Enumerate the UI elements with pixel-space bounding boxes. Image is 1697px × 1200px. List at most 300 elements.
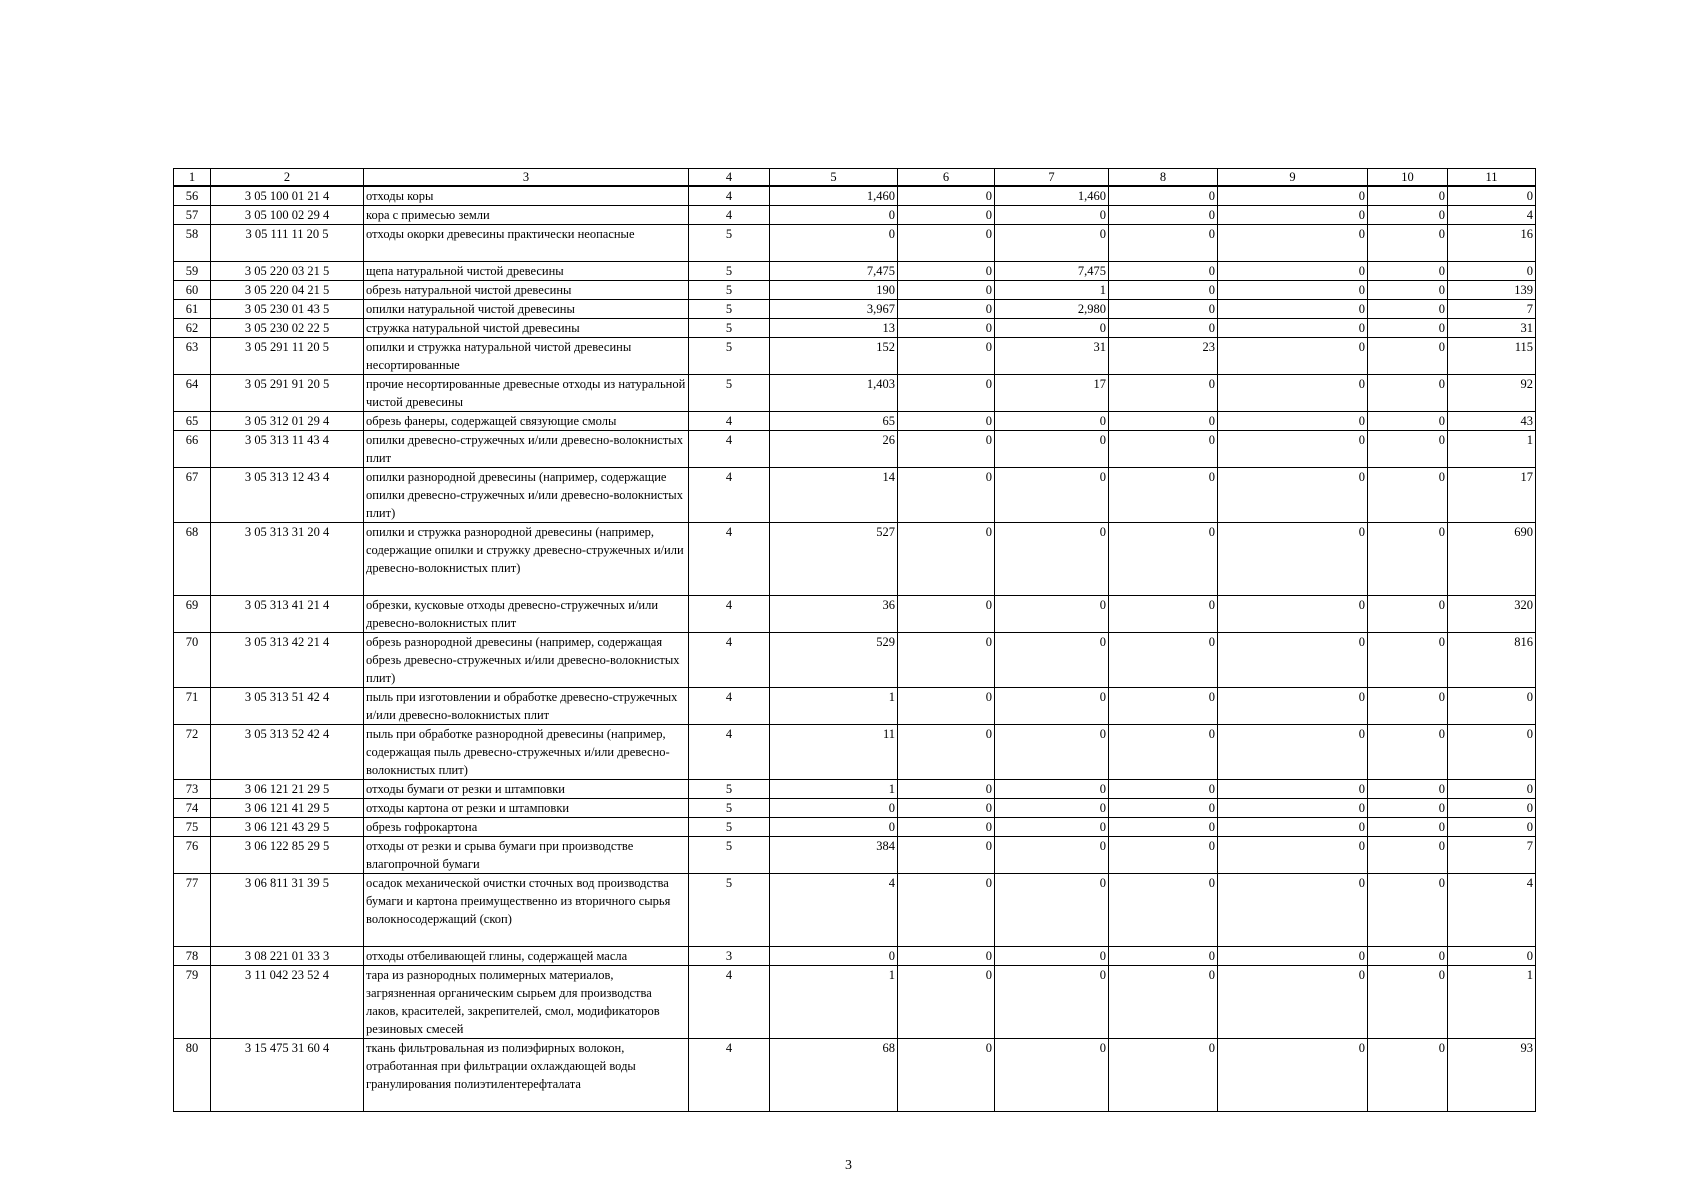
value-cell: 0 [1218,523,1368,596]
column-header: 3 [364,169,689,187]
value-cell: 43 [1448,412,1536,431]
column-header: 8 [1109,169,1218,187]
table-row [174,725,1536,780]
value-cell: 384 [770,837,898,874]
waste-code-cell: 3 05 313 51 42 4 [211,688,364,725]
value-cell: 0 [1109,206,1218,225]
hazard-class-cell: 5 [689,300,770,319]
value-cell: 0 [1109,319,1218,338]
value-cell: 0 [1368,799,1448,818]
value-cell: 0 [1109,874,1218,947]
waste-name-cell: опилки и стружка разнородной древесины (например, содержащие опилки и стружку древесно-стружечных и/или древесно-волокнистых плит) [364,523,689,596]
hazard-class-cell: 4 [689,966,770,1039]
hazard-class-cell: 5 [689,262,770,281]
value-cell: 31 [995,338,1109,375]
waste-code-cell: 3 15 475 31 60 4 [211,1039,364,1112]
waste-name-cell: осадок механической очистки сточных вод производства бумаги и картона преимущественно из вторичного сырья волокносодержащий (скоп) [364,874,689,947]
value-cell: 0 [898,688,995,725]
value-cell: 152 [770,338,898,375]
value-cell: 0 [898,874,995,947]
value-cell: 0 [1109,966,1218,1039]
table-row [174,1039,1536,1112]
value-cell: 1 [995,281,1109,300]
value-cell: 0 [995,799,1109,818]
waste-code-cell: 3 05 100 02 29 4 [211,206,364,225]
table-header-row [174,169,1536,187]
table-row [174,688,1536,725]
row-number-cell: 75 [174,818,211,837]
hazard-class-cell: 4 [689,523,770,596]
hazard-class-cell: 5 [689,225,770,262]
value-cell: 0 [1109,468,1218,523]
value-cell: 17 [995,375,1109,412]
value-cell: 0 [898,837,995,874]
value-cell: 0 [1448,725,1536,780]
table-row [174,596,1536,633]
value-cell: 3,967 [770,300,898,319]
value-cell: 0 [1109,1039,1218,1112]
value-cell: 0 [1368,468,1448,523]
value-cell: 0 [898,966,995,1039]
value-cell: 0 [898,799,995,818]
hazard-class-cell: 5 [689,780,770,799]
value-cell: 0 [1109,818,1218,837]
value-cell: 0 [1109,837,1218,874]
hazard-class-cell: 4 [689,688,770,725]
waste-name-cell: опилки натуральной чистой древесины [364,300,689,319]
value-cell: 816 [1448,633,1536,688]
hazard-class-cell: 4 [689,431,770,468]
value-cell: 0 [1368,725,1448,780]
value-cell: 0 [1368,523,1448,596]
waste-name-cell: обрезки, кусковые отходы древесно-стружечных и/или древесно-волокнистых плит [364,596,689,633]
waste-code-cell: 3 05 291 11 20 5 [211,338,364,375]
value-cell: 0 [1368,596,1448,633]
value-cell: 0 [1109,596,1218,633]
value-cell: 31 [1448,319,1536,338]
table-row [174,300,1536,319]
value-cell: 0 [1218,780,1368,799]
value-cell: 0 [898,412,995,431]
value-cell: 190 [770,281,898,300]
value-cell: 0 [1109,262,1218,281]
value-cell: 0 [995,725,1109,780]
row-number-cell: 66 [174,431,211,468]
waste-code-cell: 3 05 291 91 20 5 [211,375,364,412]
value-cell: 1 [770,780,898,799]
hazard-class-cell: 5 [689,799,770,818]
value-cell: 0 [1368,780,1448,799]
row-number-cell: 69 [174,596,211,633]
table-row [174,874,1536,947]
value-cell: 0 [995,596,1109,633]
value-cell: 0 [995,837,1109,874]
value-cell: 0 [1109,186,1218,206]
waste-name-cell: прочие несортированные древесные отходы из натуральной чистой древесины [364,375,689,412]
value-cell: 0 [770,818,898,837]
value-cell: 0 [1218,468,1368,523]
value-cell: 0 [1368,375,1448,412]
value-cell: 0 [898,431,995,468]
value-cell: 0 [770,206,898,225]
hazard-class-cell: 4 [689,468,770,523]
waste-name-cell: обрезь гофрокартона [364,818,689,837]
row-number-cell: 61 [174,300,211,319]
value-cell: 0 [1368,186,1448,206]
waste-code-cell: 3 06 122 85 29 5 [211,837,364,874]
value-cell: 0 [898,818,995,837]
column-header: 10 [1368,169,1448,187]
waste-code-cell: 3 06 121 41 29 5 [211,799,364,818]
waste-name-cell: стружка натуральной чистой древесины [364,319,689,338]
waste-code-cell: 3 05 230 01 43 5 [211,300,364,319]
value-cell: 0 [995,966,1109,1039]
hazard-class-cell: 5 [689,837,770,874]
waste-code-cell: 3 05 313 41 21 4 [211,596,364,633]
row-number-cell: 70 [174,633,211,688]
value-cell: 7,475 [995,262,1109,281]
value-cell: 68 [770,1039,898,1112]
waste-code-cell: 3 05 312 01 29 4 [211,412,364,431]
row-number-cell: 56 [174,186,211,206]
value-cell: 1 [770,966,898,1039]
value-cell: 0 [898,633,995,688]
value-cell: 0 [898,596,995,633]
row-number-cell: 80 [174,1039,211,1112]
value-cell: 0 [1218,412,1368,431]
table-row [174,947,1536,966]
row-number-cell: 72 [174,725,211,780]
table-row [174,523,1536,596]
value-cell: 0 [1448,186,1536,206]
waste-name-cell: обрезь фанеры, содержащей связующие смолы [364,412,689,431]
value-cell: 0 [1218,596,1368,633]
value-cell: 0 [1218,799,1368,818]
value-cell: 0 [1109,412,1218,431]
value-cell: 0 [898,780,995,799]
waste-name-cell: отходы окорки древесины практически неопасные [364,225,689,262]
value-cell: 0 [995,633,1109,688]
waste-code-cell: 3 06 121 21 29 5 [211,780,364,799]
value-cell: 529 [770,633,898,688]
row-number-cell: 68 [174,523,211,596]
value-cell: 0 [1218,633,1368,688]
value-cell: 1,460 [770,186,898,206]
waste-code-cell: 3 05 313 42 21 4 [211,633,364,688]
value-cell: 0 [898,262,995,281]
value-cell: 0 [1448,799,1536,818]
value-cell: 0 [995,688,1109,725]
value-cell: 0 [898,468,995,523]
value-cell: 0 [770,225,898,262]
value-cell: 0 [1109,281,1218,300]
value-cell: 0 [1109,799,1218,818]
value-cell: 0 [898,206,995,225]
value-cell: 0 [1218,947,1368,966]
value-cell: 0 [1218,319,1368,338]
waste-name-cell: опилки и стружка натуральной чистой древесины несортированные [364,338,689,375]
row-number-cell: 59 [174,262,211,281]
table-row [174,319,1536,338]
value-cell: 0 [1368,966,1448,1039]
value-cell: 1,460 [995,186,1109,206]
value-cell: 2,980 [995,300,1109,319]
row-number-cell: 78 [174,947,211,966]
column-header: 11 [1448,169,1536,187]
waste-name-cell: отходы картона от резки и штамповки [364,799,689,818]
value-cell: 0 [1218,375,1368,412]
value-cell: 92 [1448,375,1536,412]
waste-code-cell: 3 05 220 04 21 5 [211,281,364,300]
value-cell: 0 [898,375,995,412]
waste-name-cell: пыль при изготовлении и обработке древесно-стружечных и/или древесно-волокнистых плит [364,688,689,725]
value-cell: 0 [995,780,1109,799]
hazard-class-cell: 5 [689,281,770,300]
value-cell: 13 [770,319,898,338]
value-cell: 36 [770,596,898,633]
row-number-cell: 73 [174,780,211,799]
value-cell: 1 [1448,431,1536,468]
value-cell: 0 [1368,633,1448,688]
table-row [174,206,1536,225]
value-cell: 0 [1218,431,1368,468]
value-cell: 0 [995,818,1109,837]
value-cell: 0 [1448,947,1536,966]
value-cell: 11 [770,725,898,780]
value-cell: 0 [898,947,995,966]
waste-code-cell: 3 05 230 02 22 5 [211,319,364,338]
value-cell: 0 [1448,780,1536,799]
table-row [174,799,1536,818]
value-cell: 0 [995,319,1109,338]
value-cell: 0 [1218,966,1368,1039]
column-header: 9 [1218,169,1368,187]
hazard-class-cell: 4 [689,186,770,206]
waste-code-cell: 3 05 220 03 21 5 [211,262,364,281]
value-cell: 0 [1368,281,1448,300]
value-cell: 0 [1368,947,1448,966]
value-cell: 7 [1448,300,1536,319]
column-header: 5 [770,169,898,187]
value-cell: 0 [995,431,1109,468]
table-row [174,818,1536,837]
value-cell: 0 [1368,206,1448,225]
value-cell: 1,403 [770,375,898,412]
value-cell: 0 [1218,725,1368,780]
value-cell: 0 [1218,874,1368,947]
waste-name-cell: кора с примесью земли [364,206,689,225]
value-cell: 0 [1218,262,1368,281]
waste-code-cell: 3 05 313 31 20 4 [211,523,364,596]
waste-name-cell: отходы отбеливающей глины, содержащей масла [364,947,689,966]
table-row [174,966,1536,1039]
table-row [174,281,1536,300]
value-cell: 26 [770,431,898,468]
row-number-cell: 67 [174,468,211,523]
value-cell: 16 [1448,225,1536,262]
waste-code-cell: 3 05 100 01 21 4 [211,186,364,206]
value-cell: 0 [898,319,995,338]
value-cell: 0 [995,225,1109,262]
waste-name-cell: обрезь натуральной чистой древесины [364,281,689,300]
column-header: 7 [995,169,1109,187]
value-cell: 4 [1448,874,1536,947]
value-cell: 0 [898,523,995,596]
page-number: 3 [845,1158,852,1173]
value-cell: 690 [1448,523,1536,596]
value-cell: 0 [1109,523,1218,596]
value-cell: 0 [1218,818,1368,837]
waste-code-cell: 3 08 221 01 33 3 [211,947,364,966]
value-cell: 0 [770,947,898,966]
value-cell: 0 [1368,412,1448,431]
table-row [174,468,1536,523]
value-cell: 17 [1448,468,1536,523]
value-cell: 0 [1368,300,1448,319]
table-row [174,375,1536,412]
waste-name-cell: отходы от резки и срыва бумаги при производстве влагопрочной бумаги [364,837,689,874]
value-cell: 115 [1448,338,1536,375]
value-cell: 0 [1218,338,1368,375]
row-number-cell: 65 [174,412,211,431]
value-cell: 0 [770,799,898,818]
table-row [174,262,1536,281]
table-row [174,412,1536,431]
value-cell: 0 [1448,262,1536,281]
value-cell: 0 [898,725,995,780]
hazard-class-cell: 5 [689,818,770,837]
waste-name-cell: пыль при обработке разнородной древесины (например, содержащая пыль древесно-стружечных и/или древесно-волокнистых плит) [364,725,689,780]
value-cell: 320 [1448,596,1536,633]
waste-code-cell: 3 06 121 43 29 5 [211,818,364,837]
value-cell: 0 [1218,225,1368,262]
value-cell: 0 [995,1039,1109,1112]
value-cell: 0 [1109,300,1218,319]
value-cell: 0 [898,300,995,319]
value-cell: 7 [1448,837,1536,874]
waste-code-cell: 3 05 313 12 43 4 [211,468,364,523]
row-number-cell: 76 [174,837,211,874]
waste-code-cell: 3 11 042 23 52 4 [211,966,364,1039]
table-row [174,225,1536,262]
value-cell: 4 [770,874,898,947]
value-cell: 0 [1218,281,1368,300]
waste-name-cell: тара из разнородных полимерных материалов, загрязненная органическим сырьем для производства лаков, красителей, закрепителей, смол, модификаторов резиновых смесей [364,966,689,1039]
hazard-class-cell: 4 [689,206,770,225]
value-cell: 1 [770,688,898,725]
value-cell: 0 [898,186,995,206]
value-cell: 0 [1109,633,1218,688]
waste-code-cell: 3 06 811 31 39 5 [211,874,364,947]
hazard-class-cell: 5 [689,338,770,375]
value-cell: 1 [1448,966,1536,1039]
waste-code-cell: 3 05 313 11 43 4 [211,431,364,468]
hazard-class-cell: 4 [689,633,770,688]
waste-name-cell: отходы бумаги от резки и штамповки [364,780,689,799]
column-header: 1 [174,169,211,187]
waste-code-cell: 3 05 313 52 42 4 [211,725,364,780]
table-row [174,186,1536,206]
value-cell: 0 [1109,225,1218,262]
value-cell: 0 [1218,1039,1368,1112]
column-header: 4 [689,169,770,187]
value-cell: 0 [1368,874,1448,947]
value-cell: 7,475 [770,262,898,281]
value-cell: 23 [1109,338,1218,375]
hazard-class-cell: 5 [689,874,770,947]
hazard-class-cell: 4 [689,725,770,780]
value-cell: 0 [1368,431,1448,468]
row-number-cell: 62 [174,319,211,338]
waste-name-cell: ткань фильтровальная из полиэфирных волокон, отработанная при фильтрации охлаждающей воды гранулирования полиэтилентерефталата [364,1039,689,1112]
waste-name-cell: отходы коры [364,186,689,206]
row-number-cell: 79 [174,966,211,1039]
value-cell: 14 [770,468,898,523]
table-row [174,780,1536,799]
value-cell: 0 [1368,688,1448,725]
value-cell: 4 [1448,206,1536,225]
value-cell: 93 [1448,1039,1536,1112]
row-number-cell: 58 [174,225,211,262]
value-cell: 0 [995,412,1109,431]
value-cell: 0 [995,206,1109,225]
value-cell: 0 [1218,837,1368,874]
hazard-class-cell: 4 [689,1039,770,1112]
value-cell: 0 [1368,319,1448,338]
value-cell: 0 [1368,1039,1448,1112]
row-number-cell: 63 [174,338,211,375]
value-cell: 139 [1448,281,1536,300]
value-cell: 0 [1109,688,1218,725]
waste-name-cell: обрезь разнородной древесины (например, содержащая обрезь древесно-стружечных и/или древесно-волокнистых плит) [364,633,689,688]
waste-table [173,168,1536,1112]
value-cell: 0 [1109,947,1218,966]
row-number-cell: 77 [174,874,211,947]
value-cell: 0 [995,523,1109,596]
row-number-cell: 74 [174,799,211,818]
value-cell: 0 [1448,688,1536,725]
table-row [174,837,1536,874]
value-cell: 0 [1218,688,1368,725]
value-cell: 0 [1218,186,1368,206]
value-cell: 0 [1109,725,1218,780]
value-cell: 0 [898,1039,995,1112]
waste-name-cell: щепа натуральной чистой древесины [364,262,689,281]
hazard-class-cell: 5 [689,319,770,338]
value-cell: 0 [1448,818,1536,837]
hazard-class-cell: 3 [689,947,770,966]
row-number-cell: 71 [174,688,211,725]
waste-name-cell: опилки древесно-стружечных и/или древесно-волокнистых плит [364,431,689,468]
row-number-cell: 60 [174,281,211,300]
value-cell: 0 [1109,431,1218,468]
table-row [174,338,1536,375]
table-row [174,431,1536,468]
value-cell: 0 [1368,225,1448,262]
value-cell: 0 [995,468,1109,523]
row-number-cell: 57 [174,206,211,225]
table-row [174,633,1536,688]
waste-code-cell: 3 05 111 11 20 5 [211,225,364,262]
column-header: 6 [898,169,995,187]
value-cell: 0 [898,225,995,262]
hazard-class-cell: 4 [689,412,770,431]
value-cell: 0 [898,338,995,375]
value-cell: 0 [898,281,995,300]
value-cell: 0 [1368,338,1448,375]
column-header: 2 [211,169,364,187]
value-cell: 0 [1368,262,1448,281]
